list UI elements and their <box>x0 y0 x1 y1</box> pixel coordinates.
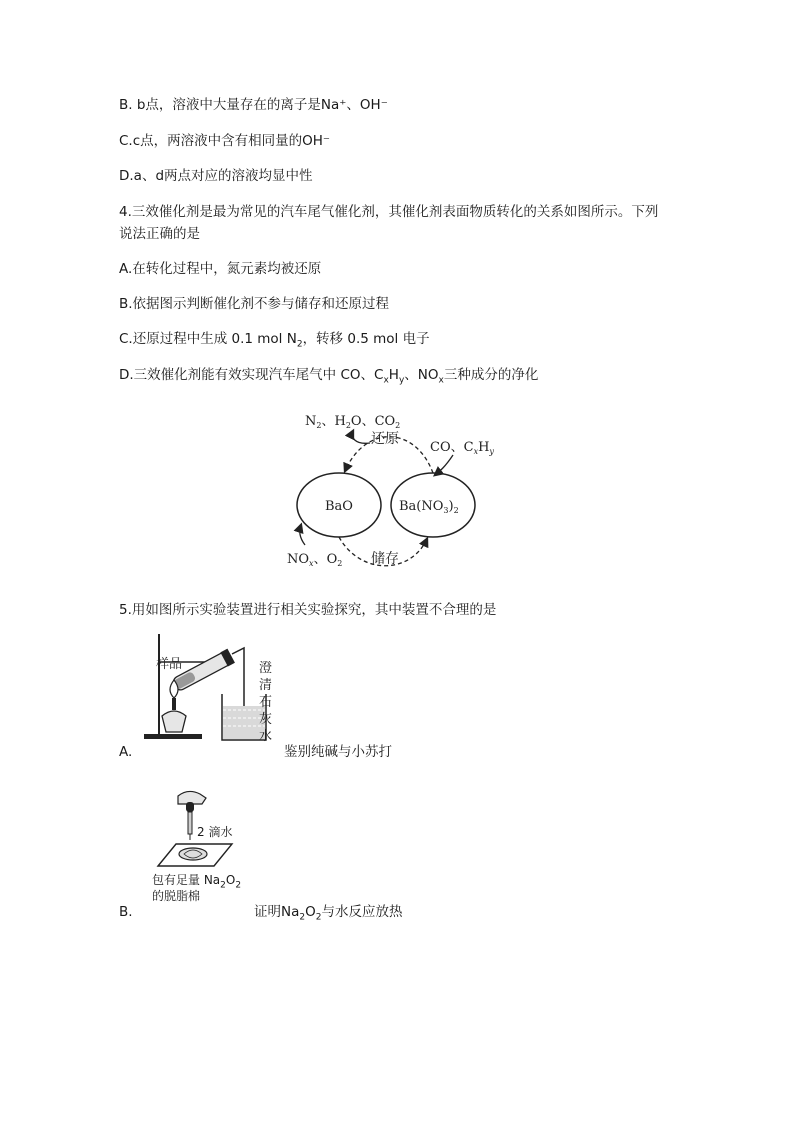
storage-label: 储存 <box>371 551 399 567</box>
bao-label: BaO <box>325 499 353 514</box>
cotton-label: 包有足量 $Na_2O_2$ 的脱脂棉 <box>152 873 242 903</box>
q4-option-c: C.还原过程中生成 0.1 mol $N_2$，转移 0.5 mol 电子 <box>119 331 430 350</box>
limewater-label: 澄 清 石 灰 水 <box>259 661 273 744</box>
q4-option-d: D.三效催化剂能有效实现汽车尾气中 CO、$C_xH_y$、$NO_x$三种成分的净化 <box>119 367 539 386</box>
q4-stem-line1: 4.三效催化剂是最为常见的汽车尾气催化剂，其催化剂表面物质转化的关系如图所示。下列 <box>119 204 659 220</box>
q5-option-b-letter: B. <box>119 904 133 920</box>
reductant-label: CO、$C_xH_y$ <box>430 440 494 456</box>
q4-stem-line2: 说法正确的是 <box>119 226 200 242</box>
q3-option-c: C.c点，两溶液中含有相同量的OH⁻ <box>119 133 331 149</box>
q4-option-b: B.依据图示判断催化剂不参与储存和还原过程 <box>119 296 390 312</box>
q5-option-b-caption: 证明$Na_2O_2$与水反应放热 <box>254 904 403 923</box>
q3-option-b <box>119 95 388 115</box>
products-arrow <box>352 431 370 443</box>
oxidant-label: $NO_x$、$O_2$ <box>287 552 343 568</box>
catalyst-cycle-diagram <box>285 405 525 575</box>
ba-nitrate-label: $Ba(NO_3)_2$ <box>399 499 459 515</box>
oxidant-arrow <box>300 525 305 545</box>
q3-option-b-ions: Na⁺、OH⁻ <box>320 97 388 113</box>
reduction-label: 还原 <box>371 431 399 447</box>
q3-option-b-text: B. b点，溶液中大量存在的离子是 <box>119 97 321 113</box>
reductant-arrow <box>435 455 453 475</box>
q3-option-d: D.a、d两点对应的溶液均显中性 <box>119 168 313 184</box>
q4-option-a: A.在转化过程中，氮元素均被还原 <box>119 261 322 277</box>
q5-option-a-letter: A. <box>119 744 133 760</box>
q5-stem: 5.用如图所示实验装置进行相关实验探究，其中装置不合理的是 <box>119 602 497 618</box>
sample-label: 样品 <box>156 657 183 672</box>
products-label: $N_2$、$H_2O$、$CO_2$ <box>305 414 401 430</box>
drops-label: 2 滴水 <box>197 825 233 839</box>
q5-option-a-caption: 鉴别纯碱与小苏打 <box>284 744 392 760</box>
